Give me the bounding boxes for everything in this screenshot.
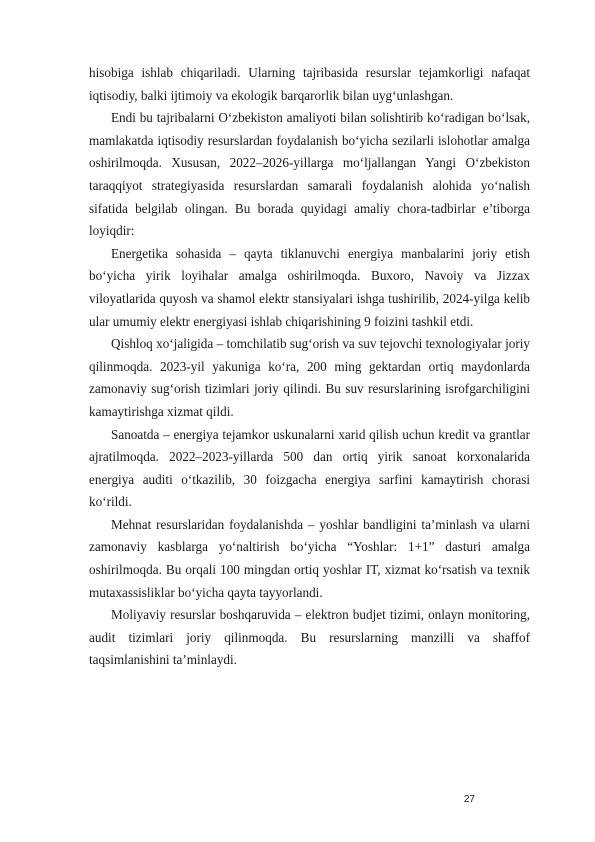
paragraph-comparison-intro: Endi bu tajribalarni O‘zbekiston amaliyoti bilan solishtirib ko‘radigan bo‘lsak, mamlakatda iqtisodiy resurslardan foydalanish bo‘yicha sezilarli islohotlar amalga oshirilmoqda. Xususan, 2022–2026-yillarga mo‘ljallangan Yangi O‘zbekiston taraqqiyot strategiyasida resurslardan samarali foydalanish alohida yo‘nalish sifatida belgilab olingan. Bu borada quyidagi amaliy chora-tadbirlar e’tiborga loyiqdir:: [89, 110, 530, 239]
paragraph-industry: Sanoatda – energiya tejamkor uskunalarni xarid qilish uchun kredit va grantlar ajratilmoqda. 2022–2023-yillarda 500 dan ortiq yirik sanoat korxonalarida energiya auditi o‘tkazilib, 30 foizgacha energiya sarfini kamaytirish chorasi ko‘rildi.: [89, 426, 530, 510]
body-text: [89, 62, 530, 672]
paragraph-energy: Energetika sohasida – qayta tiklanuvchi energiya manbalarini joriy etish bo‘yicha yirik loyihalar amalga oshirilmoqda. Buxoro, Navoiy va Jizzax viloyatlarida quyosh va shamol elektr stansiyalari ishga tushirilib, 2024-yilga kelib ular umumiy elektr energiyasi ishlab chiqarishining 9 foizini tashkil etdi.: [89, 245, 530, 329]
paragraph-agriculture: Qishloq xo‘jaligida – tomchilatib sug‘orish va suv tejovchi texnologiyalar joriy qilinmoqda. 2023-yil yakuniga ko‘ra, 200 ming gektardan ortiq maydonlarda zamonaviy sug‘orish tizimlari joriy qilindi. Bu suv resurslarining isrofgarchiligini kamaytirishga xizmat qildi.: [89, 336, 530, 419]
paragraph-financial-resources: Moliyaviy resurslar boshqaruvida – elektron budjet tizimi, onlayn monitoring, audit tizimlari joriy qilinmoqda. Bu resurslarning manzilli va shaffof taqsimlanishini ta’minlaydi.: [89, 607, 530, 668]
paragraph-continuation: hisobiga ishlab chiqariladi. Ularning tajribasida resurslar tejamkorligi nafaqat iqtisodiy, balki ijtimoiy va ekologik barqarorlik bilan uyg‘unlashgan.: [89, 65, 530, 103]
paragraph-labor-resources: Mehnat resurslaridan foydalanishda – yoshlar bandligini ta’minlash va ularni zamonaviy kasblarga yo‘naltirish bo‘yicha “Yoshlar: 1+1” dasturi amalga oshirilmoqda. Bu orqali 100 mingdan ortiq yoshlar IT, xizmat ko‘rsatish va texnik mutaxassisliklar bo‘yicha qayta tayyorlandi.: [89, 516, 530, 600]
page-number: 27: [463, 794, 475, 805]
